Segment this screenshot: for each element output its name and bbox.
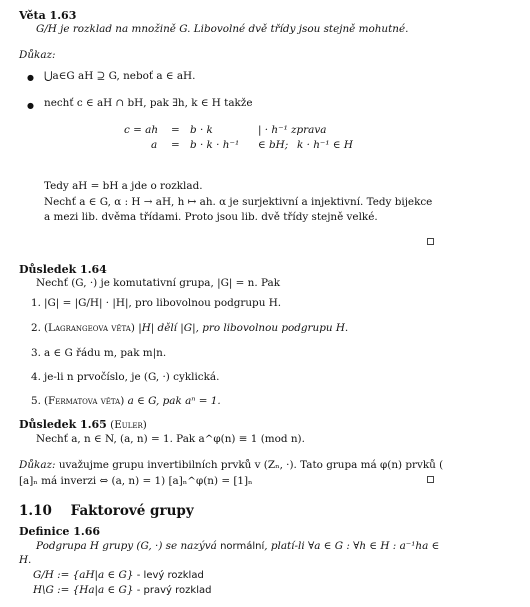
theorem-title: Věta 1.63 — [19, 9, 77, 22]
corollary-2-proof-line-2: [a]ₙ má inverzi ⇔ (a, n) = 1) [a]ₙ^φ(n) = [1]ₙ — [19, 475, 253, 487]
proof-paragraph-2-line-2: a mezi lib. dvěma třídami. Proto jsou lib. dvě třídy stejně velké. — [44, 211, 378, 223]
euler-attribution: (Euler) — [110, 419, 147, 431]
definition-text-end: , platí-li ∀a ∈ G : ∀h ∈ H : a⁻¹ha ∈ — [264, 540, 440, 552]
eq1-rel: = — [171, 124, 180, 136]
eq2-note1: ∈ bH; — [258, 139, 289, 151]
proof-label: Důkaz: — [19, 49, 56, 61]
definition-text-start: Podgrupa H grupy (G, ·) se nazývá — [36, 540, 217, 552]
corollary-statement: Nechť (G, ·) je komutativní grupa, |G| = n. Pak — [36, 277, 280, 289]
bullet-icon: ● — [27, 101, 34, 110]
proof-bullet-1: ⋃a∈G aH ⊇ G, neboť a ∈ aH. — [44, 70, 196, 82]
proof-label-2: Důkaz: — [19, 459, 56, 471]
corollary-2-title: Důsledek 1.65 — [19, 418, 107, 431]
left-coset-line — [33, 569, 204, 583]
definition-line-1 — [36, 540, 439, 554]
eq1-note: | · h⁻¹ zprava — [258, 124, 327, 136]
bullet-icon: ● — [27, 73, 34, 82]
proof-paragraph-1: Tedy aH = bH a jde o rozklad. — [44, 180, 203, 192]
eq1-rhs: b · k — [190, 124, 213, 136]
left-coset-label: - levý rozklad — [136, 570, 204, 581]
list-item: je-li n prvočíslo, je (G, ·) cyklická. — [44, 371, 220, 383]
right-coset-label: - pravý rozklad — [136, 585, 212, 596]
list-item-number: 3. — [31, 347, 41, 359]
right-coset-line — [33, 584, 211, 598]
corollary-2-statement: Nechť a, n ∈ N, (a, n) = 1. Pak a^φ(n) ≡ 1 (mod n). — [36, 433, 305, 445]
lagrange-label: (Lagrangeova věta) — [44, 322, 135, 334]
eq2-lhs: a — [151, 139, 158, 151]
list-item-text: |H| dělí |G|, pro libovolnou podgrupu H. — [138, 322, 349, 334]
list-item-number: 4. — [31, 371, 41, 383]
qed-square-icon — [427, 238, 434, 245]
definition-term: normální — [220, 541, 265, 552]
corollary-2-header — [19, 418, 147, 432]
left-coset-formula: G/H := {aH|a ∈ G} — [33, 569, 134, 581]
section-heading — [19, 503, 194, 520]
list-item: |G| = |G/H| · |H|, pro libovolnou podgrupu H. — [44, 297, 282, 309]
definition-line-2: H. — [19, 554, 32, 566]
list-item — [44, 395, 221, 408]
list-item-number: 1. — [31, 297, 41, 309]
corollary-2-proof-line-1 — [19, 459, 443, 472]
list-item: a ∈ G řádu m, pak m|n. — [44, 347, 167, 359]
eq1-lhs: c = ah — [124, 124, 159, 136]
fermat-label: (Fermatova věta) — [44, 395, 125, 407]
proof-paragraph-2-line-1: Nechť a ∈ G, α : H → aH, h ↦ ah. α je surjektivní a injektivní. Tedy bijekce — [44, 196, 433, 208]
eq2-note2: k · h⁻¹ ∈ H — [297, 139, 353, 151]
corollary-title: Důsledek 1.64 — [19, 263, 107, 276]
proof-bullet-2: nechť c ∈ aH ∩ bH, pak ∃h, k ∈ H takže — [44, 97, 253, 109]
eq2-rel: = — [171, 139, 180, 151]
definition-title: Definice 1.66 — [19, 525, 101, 538]
list-item-number: 5. — [31, 395, 41, 407]
proof-text-2: uvažujme grupu invertibilních prvků v (Zₙ, ·). Tato grupa má φ(n) prvků ( — [58, 459, 444, 471]
theorem-statement: G/H je rozklad na množině G. Libovolné dvě třídy jsou stejně mohutné. — [36, 23, 409, 35]
qed-square-icon — [427, 476, 434, 483]
section-title: Faktorové grupy — [70, 503, 194, 519]
section-number: 1.10 — [19, 503, 52, 519]
eq2-rhs: b · k · h⁻¹ — [190, 139, 240, 151]
list-item — [44, 322, 348, 335]
list-item-text: a ∈ G, pak aⁿ = 1. — [127, 395, 221, 407]
list-item-number: 2. — [31, 322, 41, 334]
right-coset-formula: H\G := {Ha|a ∈ G} — [33, 584, 134, 596]
